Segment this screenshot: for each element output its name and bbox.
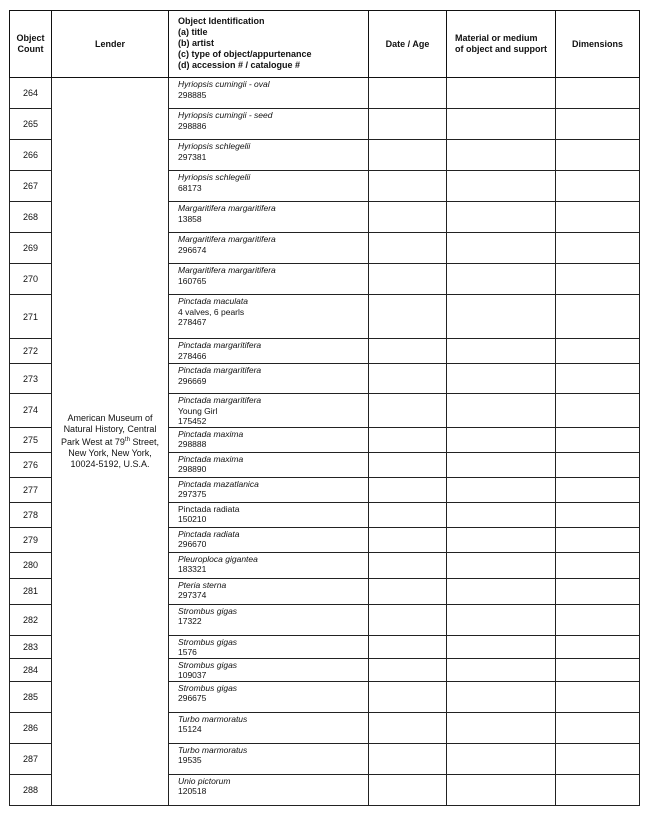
object-count-cell: 285 bbox=[10, 681, 52, 712]
object-identification-cell bbox=[169, 635, 369, 658]
date-age-cell bbox=[369, 394, 447, 428]
dimensions-cell bbox=[556, 527, 640, 552]
dimensions-cell bbox=[556, 743, 640, 774]
object-count-cell: 269 bbox=[10, 233, 52, 264]
object-note: 298890 bbox=[178, 464, 207, 474]
object-title: Strombus gigas bbox=[178, 636, 238, 647]
material-cell bbox=[447, 233, 556, 264]
dimensions-cell bbox=[556, 452, 640, 477]
object-title: Turbo marmoratus bbox=[178, 713, 248, 724]
object-note: 1576 bbox=[178, 647, 197, 657]
object-title: Pinctada radiata bbox=[178, 528, 240, 539]
ident-line: (b) artist bbox=[178, 38, 214, 48]
object-title: Pinctada margaritifera bbox=[178, 395, 262, 405]
material-cell bbox=[447, 681, 556, 712]
object-count-cell: 279 bbox=[10, 527, 52, 552]
object-identification-cell bbox=[169, 140, 369, 171]
object-count-cell: 276 bbox=[10, 452, 52, 477]
dimensions-cell bbox=[556, 394, 640, 428]
material-line: of object and support bbox=[455, 44, 547, 54]
object-count-cell: 283 bbox=[10, 635, 52, 658]
object-note: 19535 bbox=[178, 755, 202, 765]
material-cell bbox=[447, 364, 556, 394]
material-cell bbox=[447, 202, 556, 233]
date-age-cell bbox=[369, 264, 447, 295]
dimensions-cell bbox=[556, 140, 640, 171]
material-cell bbox=[447, 109, 556, 140]
date-age-cell bbox=[369, 109, 447, 140]
object-count-header: Object Count bbox=[10, 11, 52, 78]
date-age-cell bbox=[369, 339, 447, 364]
date-age-cell bbox=[369, 604, 447, 635]
date-age-cell bbox=[369, 635, 447, 658]
material-cell bbox=[447, 743, 556, 774]
material-cell bbox=[447, 502, 556, 527]
object-title: Hyriopsis cumingii - oval bbox=[178, 79, 270, 89]
date-age-cell bbox=[369, 527, 447, 552]
object-count-cell: 275 bbox=[10, 427, 52, 452]
dimensions-cell bbox=[556, 658, 640, 681]
object-identification-cell bbox=[169, 681, 369, 712]
object-note: 160765 bbox=[178, 275, 207, 286]
date-age-cell bbox=[369, 477, 447, 502]
object-note: 296670 bbox=[178, 539, 207, 549]
date-age-cell bbox=[369, 658, 447, 681]
object-identification-cell bbox=[169, 604, 369, 635]
object-note: 297381 bbox=[178, 151, 207, 162]
object-identification-cell bbox=[169, 552, 369, 578]
object-identification-cell bbox=[169, 427, 369, 452]
date-age-cell bbox=[369, 502, 447, 527]
material-cell bbox=[447, 658, 556, 681]
object-title: Pinctada radiata bbox=[178, 503, 240, 514]
object-identification-cell bbox=[169, 339, 369, 364]
object-identification-cell bbox=[169, 774, 369, 805]
object-note: 297375 bbox=[178, 489, 207, 499]
material-cell bbox=[447, 295, 556, 339]
object-identification-cell bbox=[169, 109, 369, 140]
dimensions-cell bbox=[556, 502, 640, 527]
object-note: 298885 bbox=[178, 89, 207, 100]
date-age-cell bbox=[369, 140, 447, 171]
object-identification-cell bbox=[169, 364, 369, 394]
material-cell bbox=[447, 339, 556, 364]
object-count-cell: 264 bbox=[10, 78, 52, 109]
date-age-cell bbox=[369, 774, 447, 805]
date-age-cell bbox=[369, 578, 447, 604]
object-note: 296675 bbox=[178, 693, 207, 703]
object-identification-cell bbox=[169, 502, 369, 527]
dimensions-cell bbox=[556, 364, 640, 394]
date-age-header: Date / Age bbox=[369, 11, 447, 78]
dimensions-cell bbox=[556, 202, 640, 233]
material-cell bbox=[447, 712, 556, 743]
object-identification-cell bbox=[169, 233, 369, 264]
object-count-cell: 266 bbox=[10, 140, 52, 171]
object-identification-cell bbox=[169, 477, 369, 502]
object-identification-cell bbox=[169, 658, 369, 681]
object-identification-cell bbox=[169, 202, 369, 233]
object-note: 183321 bbox=[178, 564, 207, 574]
object-note: 296674 bbox=[178, 244, 207, 255]
dimensions-cell bbox=[556, 264, 640, 295]
object-identification-cell bbox=[169, 394, 369, 428]
object-count-cell: 265 bbox=[10, 109, 52, 140]
material-cell bbox=[447, 604, 556, 635]
object-note: 15124 bbox=[178, 724, 202, 734]
dimensions-cell bbox=[556, 295, 640, 339]
date-age-cell bbox=[369, 552, 447, 578]
object-list-table bbox=[9, 10, 640, 806]
lender-cell bbox=[52, 78, 169, 806]
object-identification-cell bbox=[169, 452, 369, 477]
date-age-cell bbox=[369, 171, 447, 202]
object-title: Strombus gigas bbox=[178, 682, 238, 693]
dimensions-header: Dimensions bbox=[556, 11, 640, 78]
object-title: Pinctada maxima bbox=[178, 453, 244, 464]
ident-line: Object Identification bbox=[178, 16, 265, 26]
object-note: 150210 bbox=[178, 514, 207, 524]
object-note: 4 valves, 6 pearls bbox=[178, 306, 245, 317]
dimensions-cell bbox=[556, 78, 640, 109]
lender-line: New York, New York, bbox=[68, 447, 152, 458]
dimensions-cell bbox=[556, 774, 640, 805]
lender-line bbox=[58, 435, 162, 448]
object-count-cell: 273 bbox=[10, 364, 52, 394]
dimensions-cell bbox=[556, 171, 640, 202]
object-count-cell: 280 bbox=[10, 552, 52, 578]
material-cell bbox=[447, 394, 556, 428]
object-count-cell: 281 bbox=[10, 578, 52, 604]
object-identification-cell bbox=[169, 743, 369, 774]
object-identification-cell bbox=[169, 264, 369, 295]
material-cell bbox=[447, 527, 556, 552]
dimensions-cell bbox=[556, 233, 640, 264]
dimensions-cell bbox=[556, 339, 640, 364]
object-count-cell: 278 bbox=[10, 502, 52, 527]
material-cell bbox=[447, 477, 556, 502]
dimensions-cell bbox=[556, 427, 640, 452]
object-count-cell: 268 bbox=[10, 202, 52, 233]
object-title: Hyriopsis schlegelii bbox=[178, 141, 251, 151]
date-age-cell bbox=[369, 712, 447, 743]
dimensions-cell bbox=[556, 109, 640, 140]
object-note: 175452 bbox=[178, 416, 207, 426]
dimensions-cell bbox=[556, 712, 640, 743]
object-note: 298888 bbox=[178, 439, 207, 449]
material-cell bbox=[447, 635, 556, 658]
object-title: Pteria sterna bbox=[178, 579, 227, 590]
date-age-cell bbox=[369, 427, 447, 452]
object-count-cell: 284 bbox=[10, 658, 52, 681]
date-age-cell bbox=[369, 364, 447, 394]
object-count-cell: 277 bbox=[10, 477, 52, 502]
header-row bbox=[10, 11, 640, 78]
lender-header: Lender bbox=[52, 11, 169, 78]
lender-line: American Museum of bbox=[67, 412, 153, 423]
object-identification-cell bbox=[169, 527, 369, 552]
lender-line: 10024-5192, U.S.A. bbox=[70, 458, 150, 469]
date-age-cell bbox=[369, 452, 447, 477]
object-title: Strombus gigas bbox=[178, 659, 238, 670]
material-cell bbox=[447, 774, 556, 805]
object-note: 120518 bbox=[178, 786, 207, 796]
object-note: 13858 bbox=[178, 213, 202, 224]
object-identification-cell bbox=[169, 578, 369, 604]
date-age-cell bbox=[369, 78, 447, 109]
object-count-cell: 286 bbox=[10, 712, 52, 743]
lender-line-part: Street, bbox=[129, 436, 159, 447]
table-row bbox=[10, 78, 640, 109]
object-title: Margaritifera margaritifera bbox=[178, 234, 276, 244]
object-count-cell: 271 bbox=[10, 295, 52, 339]
material-cell bbox=[447, 578, 556, 604]
material-cell bbox=[447, 140, 556, 171]
date-age-cell bbox=[369, 681, 447, 712]
ident-line: (c) type of object/appurtenance bbox=[178, 49, 312, 59]
object-title: Pleuroploca gigantea bbox=[178, 553, 258, 564]
dimensions-cell bbox=[556, 578, 640, 604]
dimensions-cell bbox=[556, 477, 640, 502]
object-title: Hyriopsis cumingii - seed bbox=[178, 110, 273, 120]
lender-line: Natural History, Central bbox=[63, 423, 157, 434]
material-cell bbox=[447, 264, 556, 295]
date-age-cell bbox=[369, 295, 447, 339]
ident-line: (d) accession # / catalogue # bbox=[178, 60, 301, 70]
date-age-cell bbox=[369, 743, 447, 774]
material-cell bbox=[447, 427, 556, 452]
object-note: Young Girl bbox=[178, 405, 218, 416]
object-note: 278466 bbox=[178, 350, 207, 361]
object-note: 296669 bbox=[178, 375, 207, 386]
object-title: Pinctada margaritifera bbox=[178, 340, 262, 350]
dimensions-cell bbox=[556, 635, 640, 658]
object-title: Pinctada maxima bbox=[178, 428, 244, 439]
object-title: Margaritifera margaritifera bbox=[178, 203, 276, 213]
dimensions-cell bbox=[556, 681, 640, 712]
object-count-cell: 287 bbox=[10, 743, 52, 774]
object-identification-header bbox=[169, 11, 369, 78]
object-note: 68173 bbox=[178, 182, 202, 193]
object-identification-cell bbox=[169, 712, 369, 743]
material-cell bbox=[447, 552, 556, 578]
lender-line-part: Park West at 79 bbox=[61, 436, 125, 447]
lender-superscript: th bbox=[124, 436, 130, 443]
material-cell bbox=[447, 78, 556, 109]
object-title: Turbo marmoratus bbox=[178, 744, 248, 755]
object-title: Pinctada margaritifera bbox=[178, 365, 262, 375]
object-count-cell: 272 bbox=[10, 339, 52, 364]
object-note: 298886 bbox=[178, 120, 207, 131]
date-age-cell bbox=[369, 202, 447, 233]
material-cell bbox=[447, 452, 556, 477]
object-note: 278467 bbox=[178, 317, 207, 327]
material-line: Material or medium bbox=[455, 33, 538, 43]
object-title: Pinctada maculata bbox=[178, 296, 248, 306]
object-note: 17322 bbox=[178, 616, 202, 626]
object-title: Hyriopsis schlegelii bbox=[178, 172, 251, 182]
object-count-cell: 270 bbox=[10, 264, 52, 295]
object-identification-cell bbox=[169, 295, 369, 339]
object-note: 297374 bbox=[178, 590, 207, 600]
ident-line: (a) title bbox=[178, 27, 208, 37]
date-age-cell bbox=[369, 233, 447, 264]
material-header bbox=[447, 11, 556, 78]
material-cell bbox=[447, 171, 556, 202]
object-identification-cell bbox=[169, 78, 369, 109]
object-title: Strombus gigas bbox=[178, 605, 238, 616]
object-count-cell: 288 bbox=[10, 774, 52, 805]
object-identification-cell bbox=[169, 171, 369, 202]
object-count-cell: 267 bbox=[10, 171, 52, 202]
object-title: Unio pictorum bbox=[178, 775, 231, 786]
object-note: 109037 bbox=[178, 670, 207, 680]
object-count-cell: 282 bbox=[10, 604, 52, 635]
object-count-cell: 274 bbox=[10, 394, 52, 428]
dimensions-cell bbox=[556, 552, 640, 578]
object-title: Pinctada mazatlanica bbox=[178, 478, 259, 489]
object-title: Margaritifera margaritifera bbox=[178, 265, 276, 275]
dimensions-cell bbox=[556, 604, 640, 635]
